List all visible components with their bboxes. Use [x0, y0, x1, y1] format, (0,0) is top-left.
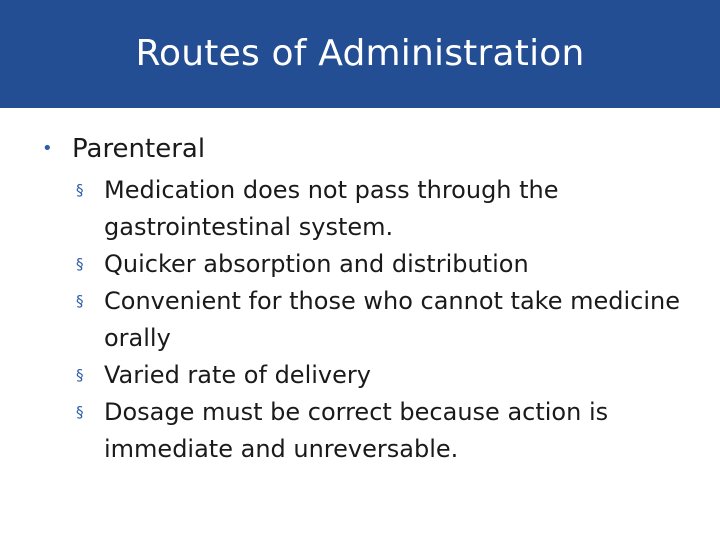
sub-bullet-item — [76, 172, 694, 246]
sub-bullet-list — [0, 172, 720, 468]
slide-content — [0, 130, 720, 468]
bullet-dot-icon: • — [42, 138, 53, 159]
sub-bullet-text: Varied rate of delivery — [104, 361, 371, 389]
sub-bullet-text: Dosage must be correct because action is immediate and unreversable. — [104, 398, 609, 463]
section-bullet-icon: § — [76, 403, 84, 421]
main-bullet — [42, 130, 720, 168]
sub-bullet-item — [76, 283, 694, 357]
section-bullet-icon: § — [76, 292, 84, 310]
title-bar — [0, 0, 720, 108]
sub-bullet-text: Medication does not pass through the gastrointestinal system. — [104, 176, 559, 241]
section-bullet-icon: § — [76, 366, 84, 384]
sub-bullet-item — [76, 246, 694, 283]
sub-bullet-text: Convenient for those who cannot take medicine orally — [104, 287, 680, 352]
sub-bullet-item — [76, 357, 694, 394]
section-bullet-icon: § — [76, 181, 84, 199]
section-bullet-icon: § — [76, 255, 84, 273]
sub-bullet-text: Quicker absorption and distribution — [104, 250, 529, 278]
main-bullet-text: Parenteral — [72, 134, 206, 164]
sub-bullet-item — [76, 394, 694, 468]
slide-title: Routes of Administration — [135, 32, 585, 74]
